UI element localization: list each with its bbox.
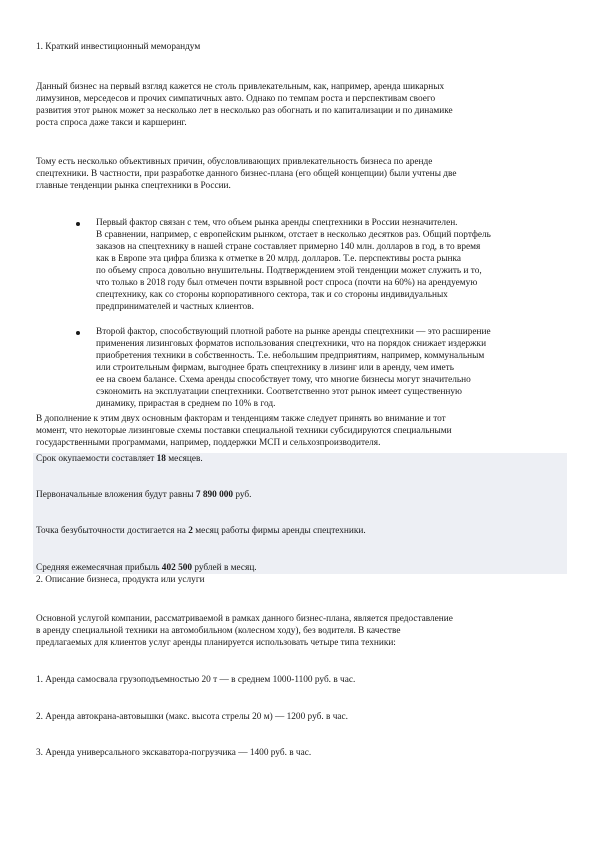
intro-paragraph [36,81,453,129]
bullet-line: Второй фактор, способствующий плотной работе на рынке аренды спецтехники — это расширение [96,327,491,337]
payback-period [36,453,203,465]
bullet-line: динамику, прирастая в среднем по 10% в год. [96,399,276,409]
paragraph-line: лимузинов, мерседесов и прочих симпатичных авто. Однако по темпам роста и перспективам своего [36,94,436,104]
services-paragraph [36,613,453,649]
paragraph-line: предлагаемых для клиентов услуг аренды планируется использовать четыре типа техники: [36,638,396,648]
section-1-heading: 1. Краткий инвестиционный меморандум [36,42,201,52]
bullet-line: применения лизинговых форматов использования спецтехники, что на порядок снижает издержки [96,339,487,349]
bullet-line: приобретения техники в собственность. Т.е. небольшим предприятиям, например, коммунальным [96,351,485,361]
paragraph-line: в аренду специальной техники на автомобильном (колесном ходу), без водителя. В качестве [36,626,401,636]
bullet-line: спецтехнику, как со стороны корпоративного сектора, так и со стороны индивидуальных [96,290,448,300]
metric-value: 18 [156,454,166,464]
metric-label: Средняя ежемесячная прибыль [36,563,162,573]
metric-value: 2 [188,526,193,536]
bullet-icon [76,222,80,226]
key-metrics-panel [33,453,567,574]
metric-label: Срок окупаемости составляет [36,454,157,464]
bullet-icon [76,331,80,335]
bullet-line: заказов на спецтехнику в нашей стране составляет примерно 140 млн. долларов в год, в то время [96,242,481,252]
bullet-line: что только в 2018 году был отмечен почти взрывной рост спроса (почти на 60%) на арендуемую [96,278,478,288]
bullet-line: предпринимателей и частных клиентов. [96,302,254,312]
bullet-line: В сравнении, например, с европейским рынком, отстает в несколько десятков раз. Общий портфель [96,230,491,240]
paragraph-line: главные тенденции рынка спецтехники в России. [36,181,231,191]
service-item-crane: 2. Аренда автокрана-автовышки (макс. высота стрелы 20 м) — 1200 руб. в час. [36,712,348,722]
bullet-line: по объему спроса довольно внушительны. Подтверждением этой тенденции может служить и то, [96,266,482,276]
paragraph-line: Данный бизнес на первый взгляд кажется не столь привлекательным, как, например, аренда шикарных [36,82,445,92]
paragraph-line: роста спроса даже такси и каршеринг. [36,118,187,128]
paragraph-line: В дополнение к этим двух основным факторам и тенденциям также следует принять во внимание и тот [36,414,446,424]
bullet-second-factor [96,326,491,410]
metric-suffix: руб. [233,490,252,500]
metric-label: Первоначальные вложения будут равны [36,490,196,500]
service-item-excavator: 3. Аренда универсального экскаватора-погрузчика — 1400 руб. в час. [36,748,312,758]
metric-suffix: месяц работы фирмы аренды спецтехники. [192,526,366,536]
metric-label: Точка безубыточности достигается на [36,526,189,536]
bullet-line: как в Европе эта цифра близка к отметке в 20 млрд. долларов. Т.е. перспективы роста рынка [96,254,462,264]
bullet-line: ее на своем балансе. Схема аренды способствует тому, что многие бизнесы могут значительно [96,375,471,385]
paragraph-line: развития этот рынок может за несколько лет в несколько раз обогнать и по капитализации и по динамике [36,106,453,116]
paragraph-line: государственными программами, например, поддержки МСП и сельхозпроизводителя. [36,438,381,448]
average-monthly-profit [36,562,257,574]
metric-suffix: рублей в месяц. [192,563,257,573]
metric-value: 402 500 [161,563,193,573]
section-2-heading: 2. Описание бизнеса, продукта или услуги [36,575,205,585]
paragraph-line: спецтехники. В частности, при разработке данного бизнес-плана (его общей концепции) были учтены две [36,169,457,179]
bullet-line: Первый фактор связан с тем, что объем рынка аренды спецтехники в России незначителен. [96,218,458,228]
metric-value: 7 890 000 [195,490,234,500]
break-even-point [36,525,366,537]
paragraph-line: Тому есть несколько объективных причин, обусловливающих привлекательность бизнеса по аренде [36,157,433,167]
reasons-paragraph [36,156,457,192]
bullet-line: или строительным фирмам, выгоднее брать спецтехнику в лизинг или в аренду, чем иметь [96,363,454,373]
additional-paragraph [36,413,452,449]
service-item-dump-truck: 1. Аренда самосвала грузоподъемностью 20 т — в среднем 1000-1100 руб. в час. [36,675,356,685]
metric-suffix: месяцев. [165,454,203,464]
paragraph-line: Основной услугой компании, рассматриваемой в рамках данного бизнес-плана, является предоставление [36,614,453,624]
bullet-first-factor [96,217,491,313]
paragraph-line: момент, что некоторые лизинговые схемы поставки специальной техники субсидируются специальными [36,426,452,436]
bullet-line: сэкономить на эксплуатации спецтехники. Соответственно этот рынок имеет существенную [96,387,462,397]
initial-investment [36,489,251,501]
